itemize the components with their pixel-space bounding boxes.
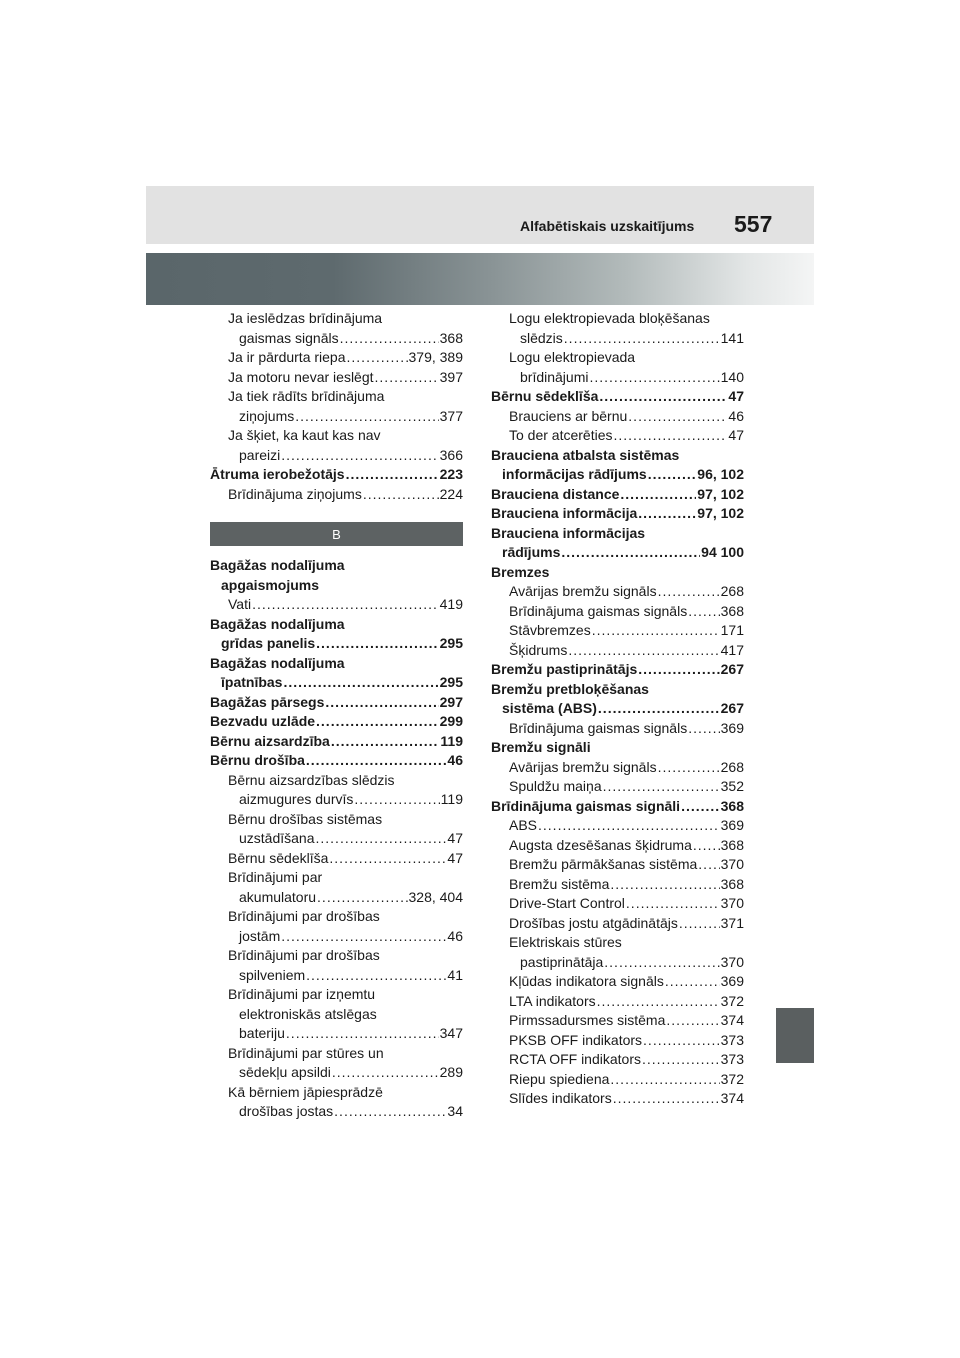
dot-leader	[332, 1063, 439, 1083]
index-entry	[210, 927, 463, 947]
dot-leader	[316, 829, 447, 849]
dot-leader	[340, 329, 439, 349]
index-entry-term: Ja ir pārdurta riepa	[228, 349, 346, 365]
dot-leader	[561, 543, 700, 563]
index-entry	[210, 732, 463, 752]
index-entry-page: 267	[720, 661, 744, 677]
index-entry	[210, 576, 463, 596]
index-entry-term: Elektriskais stūres	[509, 934, 622, 950]
index-entry-term: Brīdinājuma gaismas signāls	[509, 602, 688, 619]
index-entries-section-b	[210, 556, 463, 1122]
dot-leader	[306, 966, 446, 986]
dot-leader	[628, 407, 727, 427]
index-entry-term: īpatnības	[221, 674, 283, 690]
index-entry-term: Brīdinājumi par stūres un	[228, 1044, 384, 1061]
index-entry-page: 119	[440, 791, 463, 807]
dot-leader	[698, 855, 719, 875]
dot-leader	[658, 758, 720, 778]
index-entry-term: Bremžu signāli	[491, 739, 591, 755]
dot-leader	[538, 816, 720, 836]
dot-leader	[688, 602, 719, 622]
index-entry	[491, 387, 744, 407]
dot-leader	[331, 732, 440, 752]
index-entry-page: 369	[720, 817, 744, 833]
dot-leader	[638, 504, 696, 524]
index-entry	[491, 1011, 744, 1031]
index-entry-page: 41	[447, 966, 463, 983]
index-entry-page: 94 100	[701, 544, 744, 560]
index-entry-term: uzstādīšana	[239, 830, 315, 846]
index-entry	[210, 1063, 463, 1083]
page-title: Alfabētiskais uzskaitījums	[520, 218, 695, 234]
index-entry-page: 379, 389	[408, 349, 463, 365]
index-entry	[210, 1102, 463, 1122]
index-entry-term: Bagāžas pārsegs	[210, 693, 325, 710]
index-entry-page: 417	[720, 641, 744, 658]
index-entry	[491, 309, 744, 329]
index-entry-term: Avārijas bremžu signāls	[509, 583, 657, 599]
index-entry	[210, 634, 463, 654]
dot-leader	[354, 790, 439, 810]
index-entry-term: aizmugures durvīs	[239, 791, 354, 807]
index-entry-term: spilveniem	[239, 966, 306, 983]
index-entry-term: Logu elektropievada bloķēšanas	[509, 310, 710, 326]
index-entries-right	[491, 309, 744, 1109]
index-entry-term: Brīdinājuma gaismas signāls	[509, 719, 688, 736]
index-entry-term: Brauciena informācijas	[491, 524, 646, 541]
dot-leader	[642, 1050, 720, 1070]
index-entry-term: Bērnu aizsardzības slēdzis	[228, 771, 395, 788]
index-entry-page: 47	[447, 830, 463, 846]
index-entry-term: pareizi	[239, 446, 281, 463]
dot-leader	[679, 914, 720, 934]
index-entry	[210, 849, 463, 869]
dot-leader	[648, 465, 697, 485]
index-entry-page: 368	[720, 602, 744, 619]
dot-leader	[598, 699, 720, 719]
index-entry	[491, 582, 744, 602]
index-entry	[491, 368, 744, 388]
index-entry-term: rādījums	[502, 544, 561, 560]
index-entry	[491, 329, 744, 349]
dot-leader	[610, 875, 719, 895]
index-entry-term: ziņojums	[239, 407, 295, 424]
index-entry-term: bateriju	[239, 1025, 285, 1041]
index-entry	[210, 485, 463, 505]
index-column-left	[210, 309, 463, 1122]
index-column-right	[491, 309, 744, 1109]
index-entry-term: Brīdinājuma ziņojums	[228, 485, 362, 502]
index-entry-term: Ja šķiet, ka kaut kas nav	[228, 427, 381, 443]
index-entry-term: Bagāžas nodalījuma	[210, 615, 345, 632]
index-entry-term: apgaismojums	[221, 576, 320, 593]
section-letter-band	[210, 522, 463, 546]
index-entry-page: 369	[720, 719, 744, 736]
dot-leader	[295, 407, 438, 427]
index-entry	[210, 1044, 463, 1064]
index-entry-term: Ja tiek rādīts brīdinājuma	[228, 388, 385, 404]
page-number: 557	[734, 211, 773, 237]
index-entry	[491, 855, 744, 875]
index-entry-term: Pirmssadursmes sistēma	[509, 1012, 666, 1028]
index-entry	[210, 790, 463, 810]
dot-leader	[614, 426, 728, 446]
index-entry	[210, 810, 463, 830]
index-entry-term: To der atcerēties	[509, 427, 613, 443]
index-entry-page: 47	[728, 427, 744, 443]
index-entry-term: Brīdinājuma gaismas signāli	[491, 797, 681, 814]
index-entry	[491, 1031, 744, 1051]
index-entry-term: Šķidrums	[509, 641, 568, 658]
index-entry-term: Brauciens ar bērnu	[509, 407, 628, 424]
index-entry	[210, 1024, 463, 1044]
index-entry-page: 297	[439, 693, 463, 710]
index-entry	[491, 1050, 744, 1070]
index-entry-page: 371	[720, 914, 744, 931]
dot-leader	[286, 1024, 439, 1044]
index-entry	[210, 368, 463, 388]
dot-leader	[599, 387, 727, 407]
dot-leader	[643, 1031, 720, 1051]
dot-leader	[688, 719, 719, 739]
index-entry	[210, 556, 463, 576]
index-entry-page: 397	[439, 368, 463, 385]
index-entry-page: 47	[447, 849, 463, 866]
index-entry	[491, 797, 744, 817]
index-entry	[491, 816, 744, 836]
index-entries-before-section	[210, 309, 463, 504]
index-entry-page: 373	[720, 1031, 744, 1048]
index-entry-term: Vati	[228, 596, 252, 612]
index-entry-term: Brīdinājumi par izņemtu	[228, 986, 376, 1002]
index-entry-page: 377	[439, 407, 463, 424]
dot-leader	[613, 1089, 720, 1109]
index-entry-term: LTA indikators	[509, 992, 596, 1009]
dot-leader	[638, 660, 719, 680]
index-entry	[210, 465, 463, 485]
index-entry-term: akumulatoru	[239, 888, 317, 905]
index-entry-term: Bremžu pastiprinātājs	[491, 661, 638, 677]
index-entry-page: 374	[720, 1090, 744, 1106]
index-entry	[210, 387, 463, 407]
index-entry	[210, 1005, 463, 1025]
index-entry-term: Augsta dzesēšanas šķidruma	[509, 836, 692, 853]
decorative-gradient-bar	[146, 253, 814, 305]
index-entry-page: 368	[720, 875, 744, 892]
dot-leader	[329, 849, 446, 869]
index-entry	[210, 407, 463, 427]
dot-leader	[597, 992, 720, 1012]
index-entry-term: slēdzis	[520, 329, 563, 346]
index-entry-page: 224	[439, 485, 463, 502]
index-entry-page: 352	[720, 778, 744, 794]
dot-leader	[626, 894, 720, 914]
index-entry-term: Stāvbremzes	[509, 622, 591, 638]
index-entry-term: Slīdes indikators	[509, 1090, 612, 1106]
index-entry-term: Avārijas bremžu signāls	[509, 758, 657, 775]
index-entry-term: informācijas rādījums	[502, 466, 647, 482]
index-entry	[491, 641, 744, 661]
index-entry-term: Ja ieslēdzas brīdinājuma	[228, 310, 383, 326]
index-entry	[491, 719, 744, 739]
index-entry-term: Bērnu sēdeklīša	[491, 388, 599, 404]
index-entry	[491, 914, 744, 934]
index-entry-page: 268	[720, 758, 744, 775]
index-entry	[491, 894, 744, 914]
index-entry	[491, 758, 744, 778]
index-entry-term: PKSB OFF indikators	[509, 1031, 643, 1048]
index-entry	[491, 933, 744, 953]
index-entry-term: Bērnu drošība	[210, 752, 305, 768]
dot-leader	[281, 446, 438, 466]
dot-leader	[658, 582, 720, 602]
index-entry-term: elektroniskās atslēgas	[239, 1005, 377, 1022]
index-entry	[210, 868, 463, 888]
dot-leader	[589, 368, 719, 388]
index-entry-page: 119	[440, 732, 463, 749]
index-entry	[210, 426, 463, 446]
index-entry-page: 97, 102	[697, 505, 744, 521]
index-entry-page: 366	[439, 446, 463, 463]
index-entry-term: jostām	[239, 927, 281, 944]
index-entry-term: sēdekļu apsildi	[239, 1064, 331, 1080]
index-entry-term: Bremžu pārmākšanas sistēma	[509, 856, 698, 872]
index-entry-page: 289	[439, 1064, 463, 1080]
index-entry-term: grīdas panelis	[221, 635, 316, 651]
index-entry	[210, 946, 463, 966]
index-entry-page: 368	[439, 329, 463, 346]
index-entry-page: 171	[720, 622, 744, 638]
index-entry-term: Bezvadu uzlāde	[210, 713, 316, 729]
index-entry	[210, 751, 463, 771]
dot-leader	[347, 348, 408, 368]
index-entry	[491, 777, 744, 797]
dot-leader	[317, 888, 407, 908]
index-entry-page: 299	[439, 713, 463, 729]
index-entry	[210, 615, 463, 635]
index-entry	[210, 693, 463, 713]
index-entry	[491, 621, 744, 641]
dot-leader	[334, 1102, 446, 1122]
index-entry-page: 295	[439, 674, 463, 690]
dot-leader	[325, 693, 438, 713]
index-entry-term: Bagāžas nodalījuma	[210, 654, 345, 671]
index-entry-page: 46	[447, 752, 463, 768]
index-entry	[491, 465, 744, 485]
index-entry-term: Bagāžas nodalījuma	[210, 557, 345, 573]
dot-leader	[666, 1011, 719, 1031]
index-entry-term: brīdinājumi	[520, 368, 589, 385]
index-entry-term: Bērnu sēdeklīša	[228, 849, 329, 866]
header-band	[146, 186, 814, 244]
index-entry	[210, 888, 463, 908]
index-entry-page: 328, 404	[408, 888, 463, 905]
chapter-thumb-tab	[776, 1008, 814, 1063]
index-entry	[210, 829, 463, 849]
dot-leader	[363, 485, 439, 505]
index-entry-page: 370	[720, 953, 744, 970]
index-entry	[491, 875, 744, 895]
index-entry-term: sistēma (ABS)	[502, 700, 597, 716]
index-entry-term: Drošības jostu atgādinātājs	[509, 914, 678, 931]
index-entry-page: 97, 102	[697, 485, 744, 502]
index-entry	[210, 446, 463, 466]
dot-leader	[610, 1070, 719, 1090]
index-entry	[491, 992, 744, 1012]
index-entry-term: Brīdinājumi par	[228, 869, 323, 885]
dot-leader	[603, 777, 720, 797]
index-entry-page: 46	[728, 407, 744, 424]
index-entry-page: 141	[720, 329, 744, 346]
index-entry-term: Brīdinājumi par drošības	[228, 908, 380, 924]
index-entry-term: Bremžu sistēma	[509, 875, 610, 892]
index-entry-term: Kā bērniem jāpiesprādzē	[228, 1083, 383, 1100]
dot-leader	[375, 368, 439, 388]
index-entry	[210, 329, 463, 349]
index-entry-page: 223	[439, 466, 463, 482]
dot-leader	[693, 836, 720, 856]
dot-leader	[564, 329, 720, 349]
index-entry-term: Bērnu drošības sistēmas	[228, 810, 383, 827]
index-entry-term: Brauciena distance	[491, 485, 620, 502]
dot-leader	[568, 641, 719, 661]
index-entry	[491, 680, 744, 700]
index-entry-term: pastiprinātāja	[520, 953, 604, 970]
index-entry	[210, 1083, 463, 1103]
index-entry-term: ABS	[509, 817, 538, 833]
index-entry-term: Riepu spiediena	[509, 1070, 610, 1087]
index-entry	[491, 602, 744, 622]
index-entry-term: Ātruma ierobežotājs	[210, 466, 345, 482]
dot-leader	[592, 621, 720, 641]
dot-leader	[604, 953, 719, 973]
index-entry	[210, 712, 463, 732]
index-entry-page: 267	[720, 700, 744, 716]
index-entry-term: Bērnu aizsardzība	[210, 732, 330, 749]
dot-leader	[665, 972, 720, 992]
index-entry	[210, 654, 463, 674]
index-entry	[210, 907, 463, 927]
index-entry	[491, 446, 744, 466]
index-entry-page: 34	[447, 1103, 463, 1119]
index-entry-page: 368	[720, 836, 744, 853]
section-letter: B	[332, 526, 341, 542]
index-entry-term: Logu elektropievada	[509, 349, 636, 365]
index-entry-page: 372	[720, 1070, 744, 1087]
index-entry	[491, 543, 744, 563]
index-entry-term: Brauciena informācija	[491, 505, 638, 521]
index-entry	[491, 699, 744, 719]
index-entry	[491, 524, 744, 544]
index-entry-term: Spuldžu maiņa	[509, 778, 602, 794]
index-entry-page: 368	[720, 797, 744, 814]
index-entry-page: 140	[720, 368, 744, 385]
index-entry	[491, 660, 744, 680]
dot-leader	[681, 797, 720, 817]
index-entry-term: Bremžu pretbloķēšanas	[491, 680, 649, 697]
index-entry-page: 347	[439, 1025, 463, 1041]
dot-leader	[283, 673, 438, 693]
index-entry	[210, 673, 463, 693]
index-entry-term: Ja motoru nevar ieslēgt	[228, 368, 374, 385]
index-entry	[210, 595, 463, 615]
index-entry	[491, 953, 744, 973]
index-entry	[491, 426, 744, 446]
index-entry	[491, 485, 744, 505]
index-entry	[491, 1089, 744, 1109]
dot-leader	[346, 465, 439, 485]
index-entry	[491, 407, 744, 427]
index-entry	[491, 738, 744, 758]
dot-leader	[316, 712, 439, 732]
index-entry	[491, 836, 744, 856]
index-entry-page: 47	[728, 388, 744, 404]
index-entry-page: 96, 102	[697, 466, 744, 482]
index-entry-page: 268	[720, 583, 744, 599]
index-entry-term: Brauciena atbalsta sistēmas	[491, 446, 680, 463]
index-entry-term: Drive-Start Control	[509, 895, 625, 911]
index-entry	[491, 348, 744, 368]
index-entry-term: drošības jostas	[239, 1103, 334, 1119]
index-entry-term: gaismas signāls	[239, 329, 339, 346]
index-entry	[491, 972, 744, 992]
dot-leader	[620, 485, 696, 505]
index-entry	[210, 309, 463, 329]
index-entry-page: 373	[720, 1051, 744, 1067]
dot-leader	[316, 634, 438, 654]
index-entry-page: 295	[439, 635, 463, 651]
index-entry-page: 46	[447, 927, 463, 944]
index-entry	[491, 504, 744, 524]
index-entry-page: 370	[720, 895, 744, 911]
index-entry	[210, 985, 463, 1005]
index-entry-term: Kļūdas indikatora signāls	[509, 973, 664, 989]
index-entry-page: 370	[720, 856, 744, 872]
index-entry-page: 372	[720, 992, 744, 1009]
dot-leader	[252, 595, 439, 615]
index-entry-term: Bremzes	[491, 563, 550, 580]
index-entry-page: 369	[720, 973, 744, 989]
index-entry-page: 419	[439, 596, 463, 612]
index-entry	[210, 966, 463, 986]
index-entry-page: 374	[720, 1012, 744, 1028]
dot-leader	[306, 751, 447, 771]
index-entry-term: RCTA OFF indikators	[509, 1051, 641, 1067]
index-entry	[210, 348, 463, 368]
index-entry	[491, 1070, 744, 1090]
index-entry	[210, 771, 463, 791]
index-entry-term: Brīdinājumi par drošības	[228, 947, 380, 963]
dot-leader	[281, 927, 446, 947]
index-entry	[491, 563, 744, 583]
